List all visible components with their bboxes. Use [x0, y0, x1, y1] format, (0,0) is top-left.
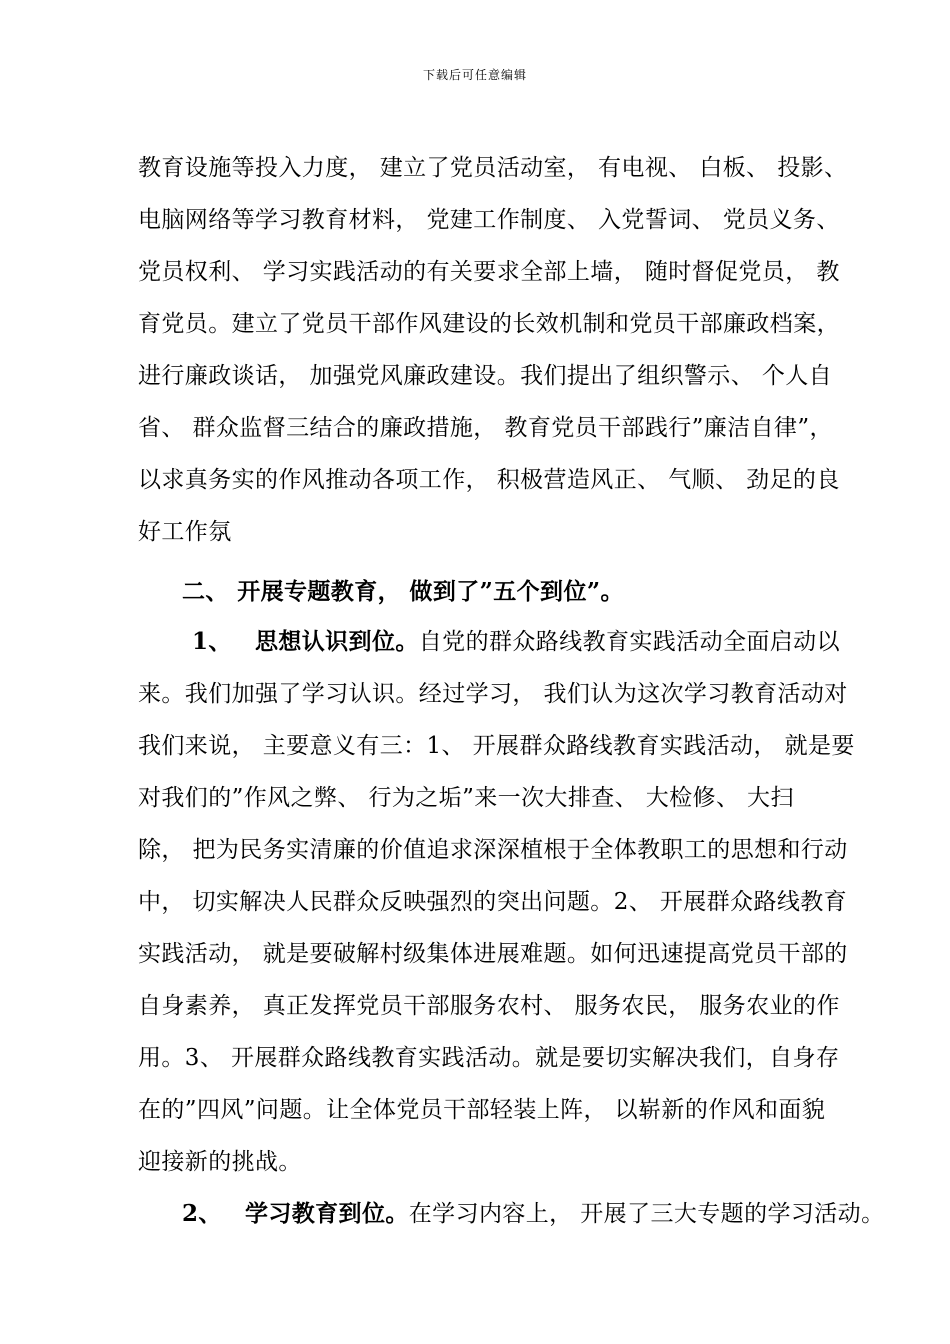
text-line: 党员权利、 学习实践活动的有关要求全部上墙， 随时督促党员， 教 — [138, 259, 840, 285]
item-2-number: 2、 — [182, 1200, 222, 1227]
text-line: 好工作氛 — [138, 519, 232, 545]
text-line: 以求真务实的作风推动各项工作， 积极营造风正、 气顺、 劲足的良 — [138, 467, 840, 493]
text-line: 来。我们加强了学习认识。经过学习， 我们认为这次学习教育活动对 — [138, 681, 848, 707]
text-line: 除， 把为民务实清廉的价值追求深深植根于全体教职工的思想和行动 — [138, 837, 848, 863]
text-line: 我们来说， 主要意义有三：1、 开展群众路线教育实践活动， 就是要 — [138, 733, 855, 759]
item-2-first-line — [182, 1198, 884, 1230]
text-line: 对我们的”作风之弊、 行为之垢”来一次大排查、 大检修、 大扫 — [138, 785, 794, 811]
text-line: 教育设施等投入力度， 建立了党员活动室， 有电视、 白板、 投影、 — [138, 155, 848, 181]
text-line: 育党员。建立了党员干部作风建设的长效机制和党员干部廉政档案， — [138, 311, 840, 337]
item-1-title: 思想认识到位。 — [254, 628, 419, 655]
section-heading: 二、 开展专题教育， 做到了”五个到位”。 — [182, 578, 624, 605]
item-2-text: 在学习内容上， 开展了三大专题的学习活动。 — [408, 1201, 885, 1227]
text-line: 电脑网络等学习教育材料， 党建工作制度、 入党誓词、 党员义务、 — [138, 207, 840, 233]
page-header: 下载后可任意编辑 — [422, 68, 527, 82]
item-1-number: 1、 — [192, 628, 232, 655]
item-2-title: 学习教育到位。 — [244, 1200, 409, 1227]
text-line: 用。3、 开展群众路线教育实践活动。就是要切实解决我们，自身存 — [138, 1045, 840, 1071]
text-line: 自身素养， 真正发挥党员干部服务农村、 服务农民， 服务农业的作 — [138, 993, 840, 1019]
text-line: 在的”四风”问题。让全体党员干部轻装上阵， 以崭新的作风和面貌 — [138, 1097, 826, 1123]
text-line: 迎接新的挑战。 — [138, 1149, 302, 1175]
text-line: 省、 群众监督三结合的廉政措施， 教育党员干部践行”廉洁自律”， — [138, 415, 833, 441]
item-1-first-line — [192, 626, 840, 658]
text-line: 进行廉政谈话， 加强党风廉政建设。我们提出了组织警示、 个人自 — [138, 363, 833, 389]
text-line: 实践活动， 就是要破解村级集体进展难题。如何迅速提高党员干部的 — [138, 941, 848, 967]
text-line: 中， 切实解决人民群众反映强烈的突出问题。2、 开展群众路线教育 — [138, 889, 848, 915]
item-1-text: 自党的群众路线教育实践活动全面启动以 — [418, 629, 840, 655]
